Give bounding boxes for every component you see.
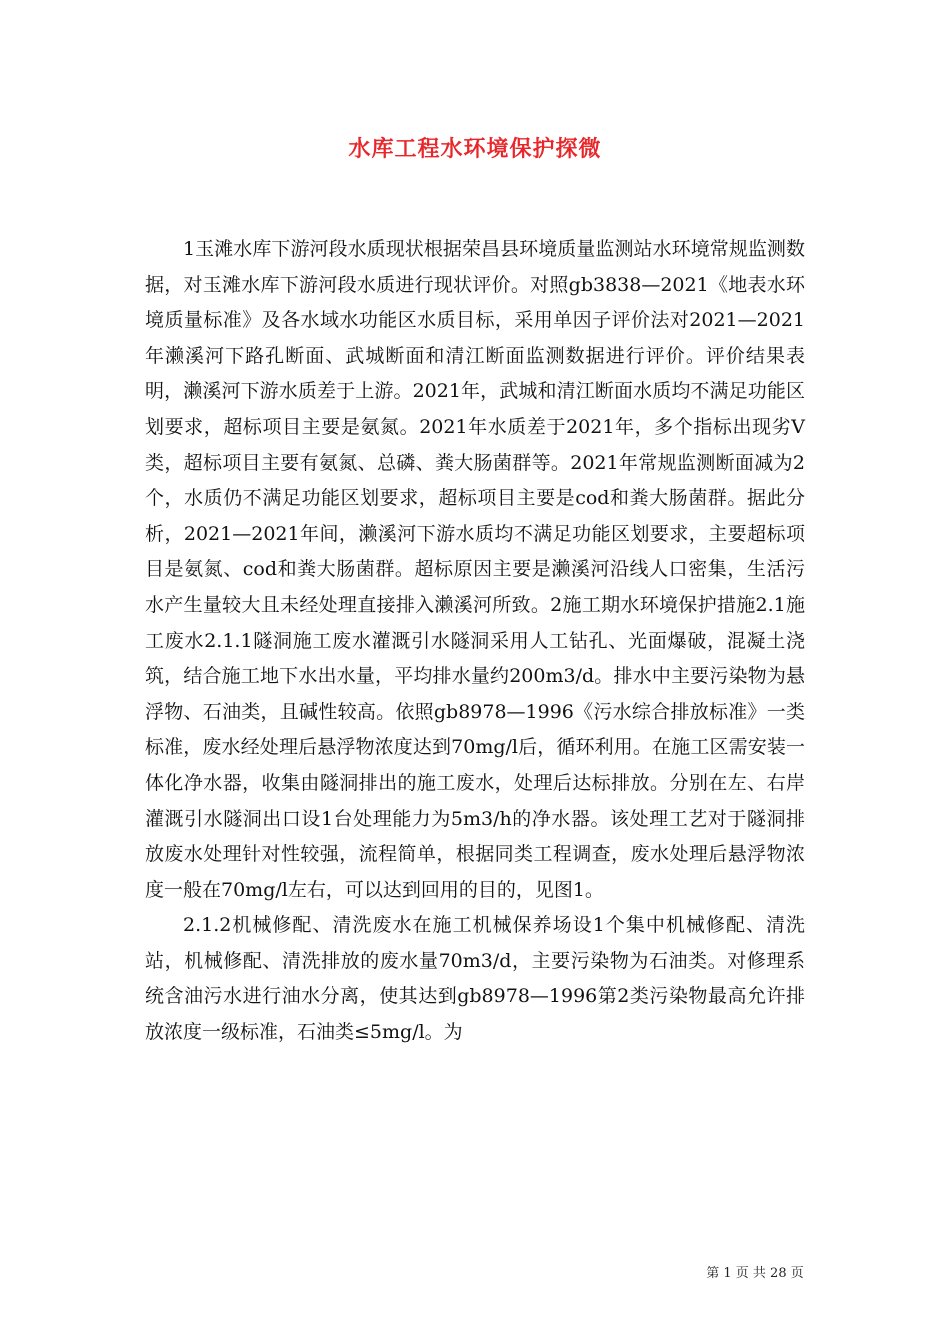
document-title: 水库工程水环境保护探微 [348,136,602,162]
paragraph-1: 1玉滩水库下游河段水质现状根据荣昌县环境质量监测站水环境常规监测数据，对玉滩水库下游河段水质进行现状评价。对照gb3838—2021《地表水环境质量标准》及各水域水功能区水质目标，采用单因子评价法对2021—2021年濑溪河下路孔断面、武城断面和清江断面监测数据进行评价。评价结果表明，濑溪河下游水质差于上游。2021年，武城和清江断面水质均不满足功能区划要求，超标项目主要是氨氮。2021年水质差于2021年，多个指标出现劣Ⅴ类，超标项目主要有氨氮、总磷、粪大肠菌群等。2021年常规监测断面减为2个，水质仍不满足功能区划要求，超标项目主要是cod和粪大肠菌群。据此分析，2021—2021年间，濑溪河下游水质均不满足功能区划要求，主要超标项目是氨氮、cod和粪大肠菌群。超标原因主要是濑溪河沿线人口密集，生活污水产生量较大且未经处理直接排入濑溪河所致。2施工期水环境保护措施2.1施工废水2.1.1隧洞施工废水灌溉引水隧洞采用人工钻孔、光面爆破，混凝土浇筑，结合施工地下水出水量，平均排水量约200m3/d。排水中主要污染物为悬浮物、石油类，且碱性较高。依照gb8978—1996《污水综合排放标准》一类标准，废水经处理后悬浮物浓度达到70mg/l后，循环利用。在施工区需安装一体化净水器，收集由隧洞排出的施工废水，处理后达标排放。分别在左、右岸灌溉引水隧洞出口设1台处理能力为5m3/h的净水器。该处理工艺对于隧洞排放废水处理针对性较强，流程简单，根据同类工程调查，废水处理后悬浮物浓度一般在70mg/l左右，可以达到回用的目的，见图1。 [145,238,805,901]
page-footer [0,1262,950,1281]
page-number: 第 1 页 共 28 页 [706,1266,804,1281]
document-body [145,232,805,1051]
paragraph-2: 2.1.2机械修配、清洗废水在施工机械保养场设1个集中机械修配、清洗站，机械修配、清洗排放的废水量70m3/d，主要污染物为石油类。对修理系统含油污水进行油水分离，使其达到gb8978—1996第2类污染物最高允许排放浓度一级标准，石油类≤5mg/l。为 [145,914,805,1044]
